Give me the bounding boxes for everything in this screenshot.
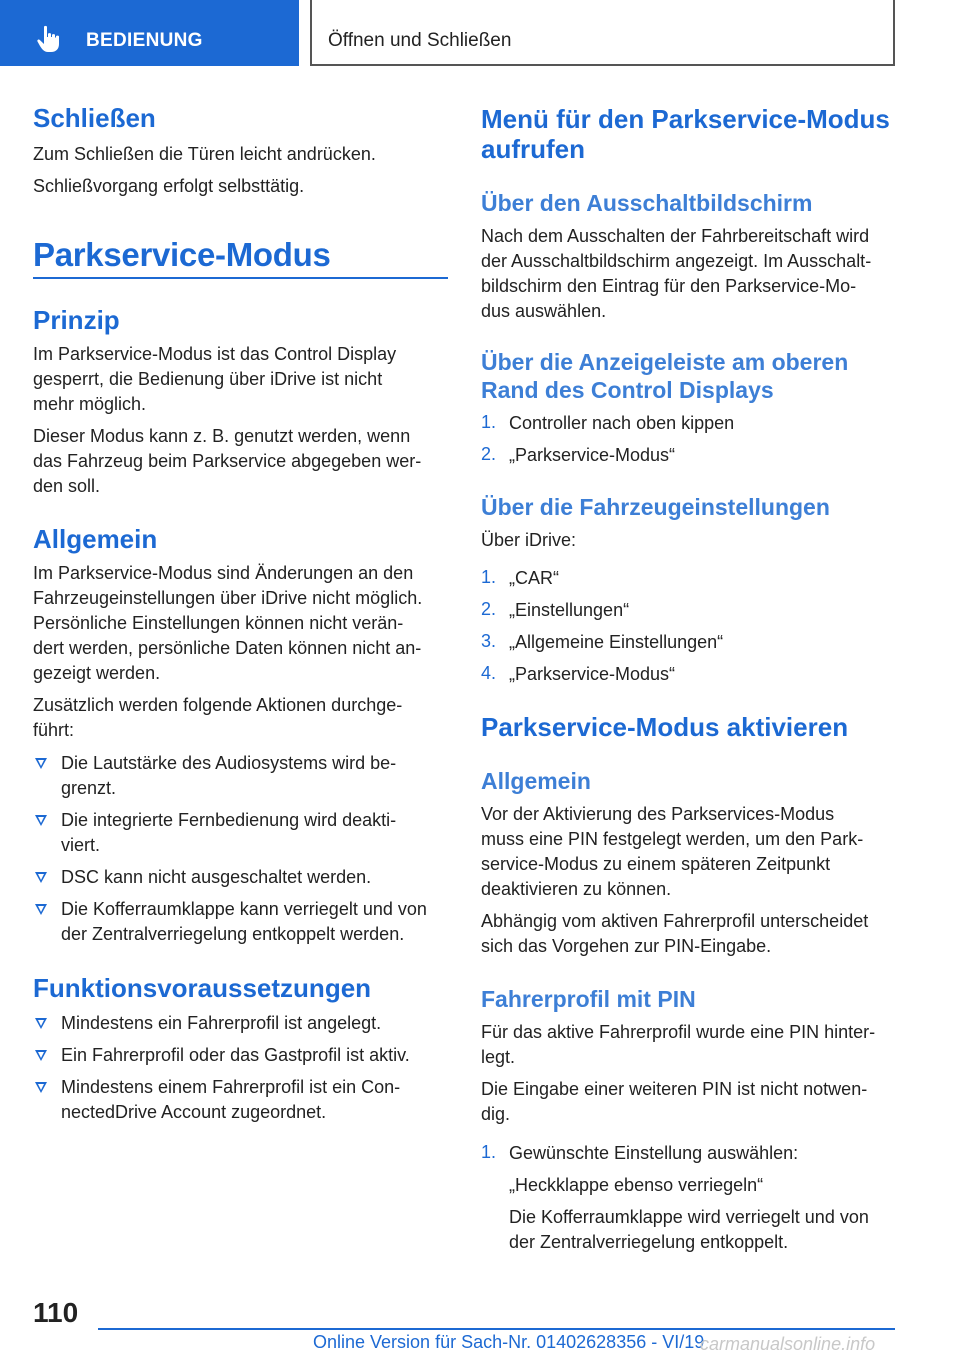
step-number: 2.: [481, 599, 497, 619]
list-item-line: Ein Fahrerprofil oder das Gastprofil ist aktiv.: [61, 1045, 410, 1065]
bullet-triangle-icon: [35, 758, 47, 769]
paragraph-line: muss eine PIN festgelegt werden, um den Park-: [481, 829, 864, 849]
paragraph-line: Für das aktive Fahrerprofil wurde eine PIN hinter-: [481, 1022, 876, 1042]
list-item-line: Mindestens ein Fahrerprofil ist angelegt.: [61, 1013, 382, 1033]
bullet-triangle-icon: [35, 1082, 47, 1093]
paragraph-line: den soll.: [33, 476, 101, 496]
heading-rule: [33, 277, 448, 279]
step-sub-text: Die Kofferraumklappe wird verriegelt und von: [509, 1207, 869, 1227]
step-text: „Parkservice-Modus“: [509, 664, 676, 684]
page-header: [0, 0, 960, 66]
heading-menu-line: Menü für den Parkservice-Modus: [481, 104, 890, 134]
heading-allgemein: Allgemein: [33, 524, 158, 554]
paragraph-line: Zusätzlich werden folgende Aktionen durchge-: [33, 695, 403, 715]
step-text: „Einstellungen“: [509, 600, 630, 620]
step-text: Controller nach oben kippen: [509, 413, 735, 433]
paragraph-line: dig.: [481, 1104, 511, 1124]
heading-fahrerprofil-pin: Fahrerprofil mit PIN: [481, 986, 696, 1012]
watermark: carmanualsonline.info: [700, 1334, 876, 1354]
list-item-line: Die integrierte Fernbedienung wird deakti-: [61, 810, 397, 830]
heading-allgemein-right: Allgemein: [481, 768, 591, 794]
step-number: 3.: [481, 631, 497, 651]
bullet-triangle-icon: [35, 815, 47, 826]
step-number: 2.: [481, 444, 497, 464]
step-number: 4.: [481, 663, 497, 683]
paragraph-line: Persönliche Einstellungen können nicht verän-: [33, 613, 404, 633]
list-item-line: viert.: [61, 835, 101, 855]
paragraph-line: dus auswählen.: [481, 301, 607, 321]
step-text: „Parkservice-Modus“: [509, 445, 676, 465]
heading-ausschaltbildschirm: Über den Ausschaltbildschirm: [481, 190, 813, 216]
paragraph-line: Abhängig vom aktiven Fahrerprofil unterscheidet: [481, 911, 869, 931]
step-text: Gewünschte Einstellung auswählen:: [509, 1143, 799, 1163]
bullet-triangle-icon: [35, 904, 47, 915]
paragraph-line: sich das Vorgehen zur PIN-Eingabe.: [481, 936, 772, 956]
heading-menu-line: aufrufen: [481, 134, 585, 164]
heading-funktionsvoraussetzungen: Funktionsvoraussetzungen: [33, 973, 372, 1003]
list-item-line: grenzt.: [61, 778, 117, 798]
paragraph-line: legt.: [481, 1047, 516, 1067]
paragraph: Über iDrive:: [481, 530, 577, 550]
paragraph-line: Im Parkservice-Modus sind Änderungen an den: [33, 563, 414, 583]
footer-rule: [98, 1328, 895, 1330]
step-sub-text: „Heckklappe ebenso verriegeln“: [509, 1175, 764, 1195]
paragraph-line: mehr möglich.: [33, 394, 147, 414]
online-version-text: Online Version für Sach-Nr. 01402628356 - VI/19: [313, 1332, 705, 1352]
heading-schliessen: Schließen: [33, 103, 156, 133]
list-item-line: DSC kann nicht ausgeschaltet werden.: [61, 867, 372, 887]
main-heading-parkservice: Parkservice-Modus: [33, 236, 331, 273]
section-tab: [0, 0, 299, 66]
heading-anzeigeleiste-line: Über die Anzeigeleiste am oberen: [481, 349, 849, 375]
paragraph-line: Im Parkservice-Modus ist das Control Display: [33, 344, 397, 364]
section-tab-label: BEDIENUNG: [86, 30, 203, 51]
step-number: 1.: [481, 567, 497, 587]
paragraph: Zum Schließen die Türen leicht andrücken.: [33, 144, 376, 164]
page-number: 110: [33, 1297, 79, 1328]
list-item-line: der Zentralverriegelung entkoppelt werden.: [61, 924, 405, 944]
step-sub-text: der Zentralverriegelung entkoppelt.: [509, 1232, 789, 1252]
step-number: 1.: [481, 1142, 497, 1162]
paragraph-line: gesperrt, die Bedienung über iDrive ist nicht: [33, 369, 383, 389]
bullet-triangle-icon: [35, 1050, 47, 1061]
chapter-title-box: [310, 0, 895, 66]
pointing-hand-icon: [36, 25, 66, 53]
paragraph-line: der Ausschaltbildschirm angezeigt. Im Ausschalt-: [481, 251, 872, 271]
paragraph-line: gezeigt werden.: [33, 663, 161, 683]
heading-prinzip: Prinzip: [33, 305, 120, 335]
bullet-triangle-icon: [35, 872, 47, 883]
heading-anzeigeleiste-line: Rand des Control Displays: [481, 377, 774, 403]
step-text: „CAR“: [509, 568, 559, 588]
chapter-title: Öffnen und Schließen: [328, 30, 512, 51]
paragraph-line: Vor der Aktivierung des Parkservices-Modus: [481, 804, 835, 824]
paragraph-line: service-Modus zu einem späteren Zeitpunkt: [481, 854, 831, 874]
paragraph-line: deaktivieren zu können.: [481, 879, 672, 899]
heading-fahrzeugeinstellungen: Über die Fahrzeugeinstellungen: [481, 494, 830, 520]
paragraph: Schließvorgang erfolgt selbsttätig.: [33, 176, 305, 196]
heading-aktivieren: Parkservice-Modus aktivieren: [481, 712, 849, 742]
paragraph-line: Dieser Modus kann z. B. genutzt werden, wenn: [33, 426, 411, 446]
bullet-triangle-icon: [35, 1018, 47, 1029]
paragraph-line: das Fahrzeug beim Parkservice abgegeben wer-: [33, 451, 422, 471]
step-number: 1.: [481, 412, 497, 432]
step-text: „Allgemeine Einstellungen“: [509, 632, 724, 652]
paragraph-line: Die Eingabe einer weiteren PIN ist nicht notwen-: [481, 1079, 868, 1099]
paragraph-line: Nach dem Ausschalten der Fahrbereitschaft wird: [481, 226, 870, 246]
paragraph-line: führt:: [33, 720, 75, 740]
list-item-line: Die Lautstärke des Audiosystems wird be-: [61, 753, 397, 773]
paragraph-line: bildschirm den Eintrag für den Parkservice-Mo-: [481, 276, 857, 296]
paragraph-line: Fahrzeugeinstellungen über iDrive nicht möglich.: [33, 588, 423, 608]
list-item-line: Die Kofferraumklappe kann verriegelt und von: [61, 899, 427, 919]
list-item-line: nectedDrive Account zugeordnet.: [61, 1102, 327, 1122]
paragraph-line: dert werden, persönliche Daten können nicht an-: [33, 638, 422, 658]
list-item-line: Mindestens einem Fahrerprofil ist ein Con-: [61, 1077, 401, 1097]
